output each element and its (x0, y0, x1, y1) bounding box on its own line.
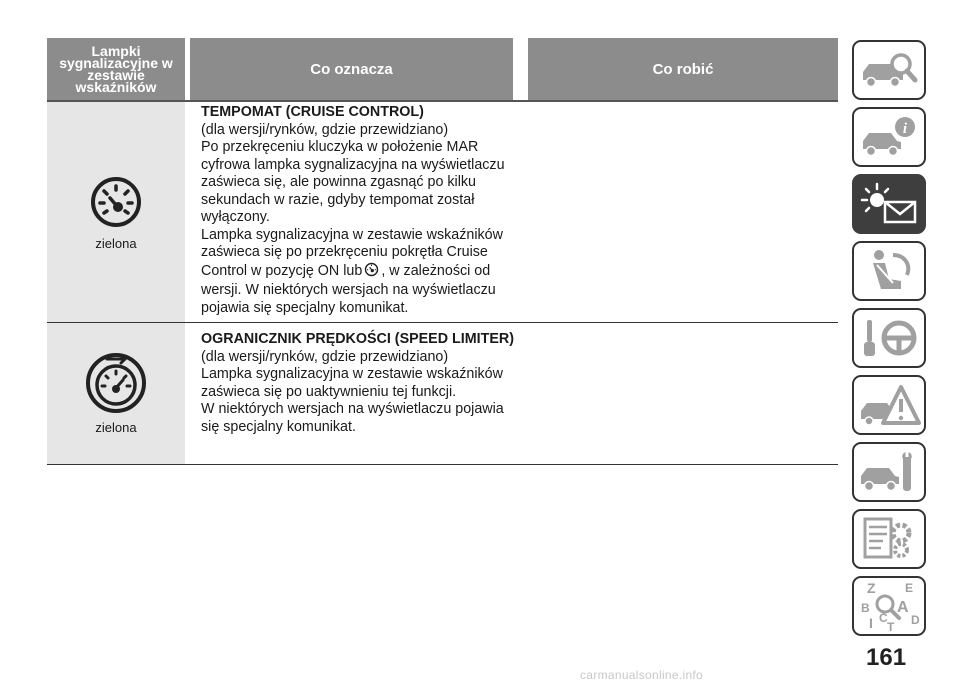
row-note: (dla wersji/rynków, gdzie przewidziano) (201, 348, 449, 365)
indicator-speed-limiter (47, 352, 185, 435)
tab-warning-lights[interactable] (852, 174, 926, 234)
tab-index[interactable] (852, 576, 926, 636)
row-note: (dla wersji/rynków, gdzie przewidziano) (201, 121, 449, 138)
index-letter: Z (867, 580, 876, 596)
key-steering-wheel-icon (857, 314, 921, 362)
specs-gears-icon (857, 515, 921, 563)
description-cruise-control (201, 104, 521, 317)
seat-airbag-icon (857, 247, 921, 295)
tab-technical-data[interactable] (852, 509, 926, 569)
tab-car-search[interactable] (852, 40, 926, 100)
row-title: TEMPOMAT (CRUISE CONTROL) (201, 104, 424, 120)
header-co-robic: Co robić (528, 38, 838, 100)
tab-emergency[interactable] (852, 375, 926, 435)
cruise-control-small-icon (364, 262, 379, 283)
tab-maintenance[interactable] (852, 442, 926, 502)
table-bottom-border (47, 464, 838, 465)
alphabet-index-icon (857, 580, 921, 632)
index-letter: B (861, 601, 870, 615)
index-letter: C (879, 611, 888, 625)
row-paragraph-with-icon: Lampka sygnalizacyjna w zestawie wskaźników zaświeca się po przekręceniu pokrętła Cruise Control w pozycję ON lub , w zależności od wersji. W niektórych wersjach na wyświetlaczu pojawia się specjalny komunikat. (201, 226, 503, 316)
index-letter: I (869, 615, 873, 631)
tab-seat-safety[interactable] (852, 241, 926, 301)
row-title: OGRANICZNIK PRĘDKOŚCI (SPEED LIMITER) (201, 331, 514, 347)
cruise-control-icon (88, 174, 144, 230)
index-letter: T (887, 620, 895, 632)
watermark: carmanualsonline.info (580, 668, 704, 682)
car-breakdown-warning-icon (857, 381, 921, 429)
index-letter: D (911, 613, 920, 627)
tab-car-info[interactable] (852, 107, 926, 167)
car-info-icon (857, 113, 921, 161)
header-lampki: Lampki sygnalizacyjne w zestawie wskaźników (47, 38, 185, 100)
color-label: zielona (95, 236, 137, 251)
tab-key-steering[interactable] (852, 308, 926, 368)
row-paragraph: W niektórych wersjach na wyświetlaczu pojawia się specjalny komunikat. (201, 401, 504, 435)
row-paragraph: Po przekręceniu kluczyka w położenie MAR cyfrowa lampka sygnalizacyjna na wyświetlaczu zaświeca się, ale powinna zgasnąć po kilku sekundach w razie, gdyby tempomat został wyłączony. (201, 139, 505, 225)
index-letter: A (897, 599, 909, 616)
warning-light-mail-icon (857, 180, 921, 228)
index-letter: E (905, 581, 914, 595)
indicator-cruise-control (47, 174, 185, 251)
speed-limiter-icon (85, 352, 147, 414)
description-speed-limiter (201, 331, 521, 436)
header-co-oznacza: Co oznacza (190, 38, 513, 100)
row-paragraph: Lampka sygnalizacyjna w zestawie wskaźników zaświeca się po uaktywnieniu tej funkcji. (201, 366, 503, 400)
car-wrench-icon (857, 448, 921, 496)
color-label: zielona (95, 420, 137, 435)
page-number: 161 (866, 644, 907, 671)
svg-text:i: i (902, 121, 908, 137)
car-search-icon (857, 46, 921, 94)
